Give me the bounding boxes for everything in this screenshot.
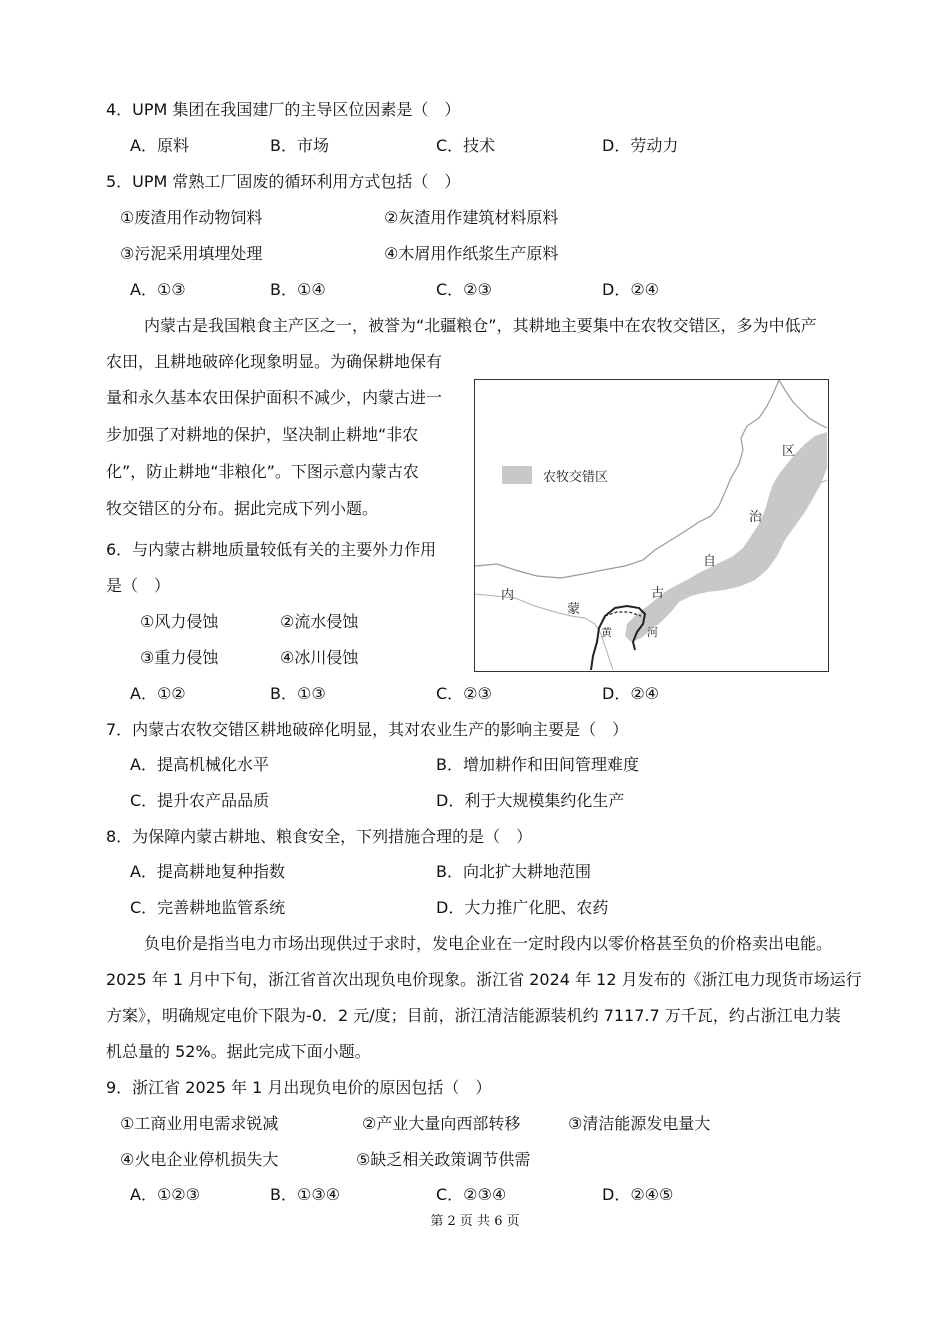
passage1-line-6: 牧交错区的分布。据此完成下列小题。 bbox=[106, 499, 379, 518]
q9-option-b[interactable]: B．①③④ bbox=[270, 1185, 341, 1204]
map-legend-label: 农牧交错区 bbox=[543, 470, 609, 485]
q5-option-a[interactable]: A．①③ bbox=[130, 280, 186, 299]
map-legend-swatch bbox=[502, 466, 532, 484]
q5-item-1: ①废渣用作动物饲料 bbox=[120, 208, 263, 227]
q6-option-c[interactable]: C．②③ bbox=[436, 684, 492, 703]
q4-option-c[interactable]: C．技术 bbox=[436, 136, 496, 155]
map-agro-pastoral-zone bbox=[625, 432, 827, 642]
q6-item-1: ①风力侵蚀 bbox=[140, 612, 219, 631]
q9-item-1: ①工商业用电需求锐减 bbox=[120, 1114, 279, 1133]
passage1-line-2: 农田，且耕地破碎化现象明显。为确保耕地保有 bbox=[106, 352, 443, 371]
q4-stem: 4．UPM 集团在我国建厂的主导区位因素是（ ） bbox=[106, 100, 461, 119]
q9-item-3: ③清洁能源发电量大 bbox=[568, 1114, 711, 1133]
q9-item-5: ⑤缺乏相关政策调节供需 bbox=[356, 1150, 531, 1169]
passage1-line-3: 量和永久基本农田保护面积不减少，内蒙古进一 bbox=[106, 388, 443, 407]
q8-option-a[interactable]: A．提高耕地复种指数 bbox=[130, 862, 285, 881]
q8-option-c[interactable]: C．完善耕地监管系统 bbox=[130, 898, 286, 917]
q9-option-d[interactable]: D．②④⑤ bbox=[602, 1185, 674, 1204]
q7-option-d[interactable]: D．利于大规模集约化生产 bbox=[436, 791, 625, 810]
q8-stem: 8．为保障内蒙古耕地、粮食安全，下列措施合理的是（ ） bbox=[106, 827, 533, 846]
q9-item-4: ④火电企业停机损失大 bbox=[120, 1150, 279, 1169]
q6-option-d[interactable]: D．②④ bbox=[602, 684, 660, 703]
q6-item-3: ③重力侵蚀 bbox=[140, 648, 219, 667]
q5-item-4: ④木屑用作纸浆生产原料 bbox=[384, 244, 559, 263]
q9-item-2: ②产业大量向西部转移 bbox=[362, 1114, 521, 1133]
q6-option-a[interactable]: A．①② bbox=[130, 684, 186, 703]
q4-option-a[interactable]: A．原料 bbox=[130, 136, 189, 155]
q5-option-b[interactable]: B．①④ bbox=[270, 280, 326, 299]
inner-mongolia-map bbox=[474, 379, 829, 672]
q6-stem-line-1: 6．与内蒙古耕地质量较低有关的主要外力作用 bbox=[106, 540, 437, 559]
q7-option-c[interactable]: C．提升农产品品质 bbox=[130, 791, 270, 810]
q6-stem-line-2: 是（ ） bbox=[106, 576, 171, 595]
q7-stem: 7．内蒙古农牧交错区耕地破碎化明显，其对农业生产的影响主要是（ ） bbox=[106, 720, 629, 739]
q6-option-b[interactable]: B．①③ bbox=[270, 684, 326, 703]
map-label-zhi: 治 bbox=[749, 510, 763, 525]
q9-option-c[interactable]: C．②③④ bbox=[436, 1185, 507, 1204]
q8-option-d[interactable]: D．大力推广化肥、农药 bbox=[436, 898, 609, 917]
map-label-he: 河 bbox=[647, 626, 658, 639]
passage2-line-1: 负电价是指当电力市场出现供过于求时，发电企业在一定时段内以零价格甚至负的价格卖出电能。 bbox=[144, 934, 833, 953]
map-label-meng: 蒙 bbox=[567, 602, 581, 617]
q5-option-c[interactable]: C．②③ bbox=[436, 280, 492, 299]
q7-option-a[interactable]: A．提高机械化水平 bbox=[130, 755, 269, 774]
q5-option-d[interactable]: D．②④ bbox=[602, 280, 660, 299]
q8-option-b[interactable]: B．向北扩大耕地范围 bbox=[436, 862, 591, 881]
q5-stem: 5．UPM 常熟工厂固废的循环利用方式包括（ ） bbox=[106, 172, 461, 191]
passage2-line-3: 方案》，明确规定电价下限为-0．2 元/度；目前，浙江清洁能源装机约 7117.7 万千瓦，约占浙江电力装 bbox=[106, 1006, 841, 1025]
q4-option-b[interactable]: B．市场 bbox=[270, 136, 329, 155]
q9-stem: 9．浙江省 2025 年 1 月出现负电价的原因包括（ ） bbox=[106, 1078, 492, 1097]
map-label-zi: 自 bbox=[703, 554, 717, 569]
map-label-qu: 区 bbox=[782, 444, 796, 459]
q6-item-2: ②流水侵蚀 bbox=[280, 612, 359, 631]
page-footer: 第 2 页 共 6 页 bbox=[430, 1214, 520, 1229]
q9-option-a[interactable]: A．①②③ bbox=[130, 1185, 200, 1204]
passage1-line-1: 内蒙古是我国粮食主产区之一，被誉为“北疆粮仓”，其耕地主要集中在农牧交错区，多为中低产 bbox=[144, 316, 817, 335]
map-label-gu: 古 bbox=[651, 586, 665, 601]
q7-option-b[interactable]: B．增加耕作和田间管理难度 bbox=[436, 755, 639, 774]
q5-item-3: ③污泥采用填埋处理 bbox=[120, 244, 263, 263]
map-label-nei: 内 bbox=[501, 588, 515, 603]
map-northeast-border bbox=[779, 380, 827, 428]
passage1-line-5: 化”，防止耕地“非粮化”。下图示意内蒙古农 bbox=[106, 462, 419, 481]
passage2-line-4: 机总量的 52%。据此完成下面小题。 bbox=[106, 1042, 371, 1061]
q5-item-2: ②灰渣用作建筑材料原料 bbox=[384, 208, 559, 227]
q4-option-d[interactable]: D．劳动力 bbox=[602, 136, 679, 155]
passage2-line-2: 2025 年 1 月中下旬，浙江省首次出现负电价现象。浙江省 2024 年 12 月发布的《浙江电力现货市场运行 bbox=[106, 970, 862, 989]
q6-item-4: ④冰川侵蚀 bbox=[280, 648, 359, 667]
passage1-line-4: 步加强了对耕地的保护，坚决制止耕地“非农 bbox=[106, 425, 419, 444]
map-label-huang: 黄 bbox=[601, 626, 612, 639]
